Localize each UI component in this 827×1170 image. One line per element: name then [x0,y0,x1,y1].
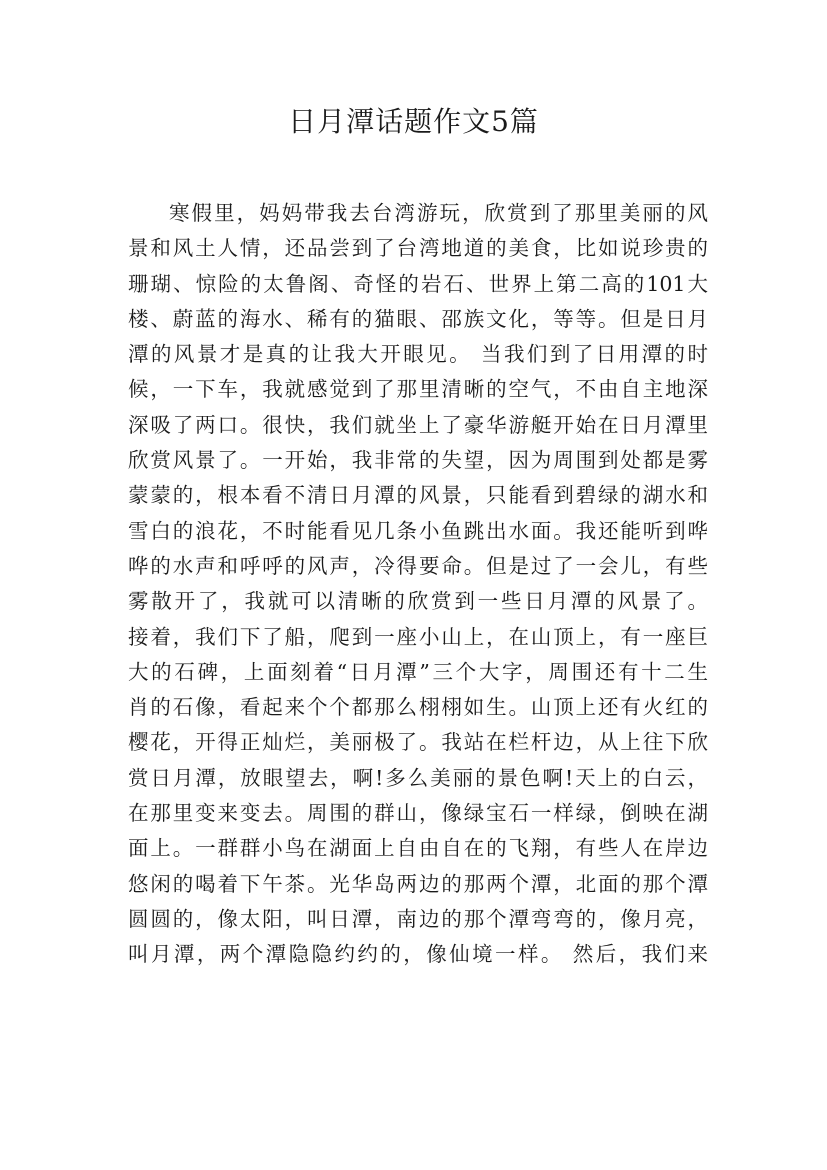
body-line: 赏日月潭，放眼望去，啊!多么美丽的景色啊!天上的白云， [128,765,708,790]
body-line: 雪白的浪花，不时能看见几条小鱼跳出水面。我还能听到哗 [128,518,708,543]
body-line: 候，一下车，我就感觉到了那里清晰的空气，不由自主地深 [128,377,708,402]
document-title: 日月潭话题作文5篇 [288,105,539,138]
body-line: 寒假里，妈妈带我去台湾游玩，欣赏到了那里美丽的风 [169,201,708,225]
document-body [128,196,708,973]
body-line: 面上。一群群小鸟在湖面上自由自在的飞翔，有些人在岸边 [128,836,708,861]
body-line: 樱花，开得正灿烂，美丽极了。我站在栏杆边，从上往下欣 [128,730,708,755]
body-line: 在那里变来变去。周围的群山，像绿宝石一样绿，倒映在湖 [128,801,708,826]
body-line: 景和风土人情，还品尝到了台湾地道的美食，比如说珍贵的 [128,236,708,261]
body-line: 珊瑚、惊险的太鲁阁、奇怪的岩石、世界上第二高的101大 [128,271,708,296]
body-line: 圆圆的，像太阳，叫日潭，南边的那个潭弯弯的，像月亮， [128,906,708,931]
body-line: 蒙蒙的，根本看不清日月潭的风景，只能看到碧绿的湖水和 [128,483,708,508]
body-line: 叫月潭，两个潭隐隐约约的，像仙境一样。 然后，我们来 [128,942,708,967]
body-line: 接着，我们下了船，爬到一座小山上，在山顶上，有一座巨 [128,624,708,649]
body-line: 肖的石像，看起来个个都那么栩栩如生。山顶上还有火红的 [128,695,708,720]
body-line: 楼、蔚蓝的海水、稀有的猫眼、邵族文化，等等。但是日月 [128,306,708,331]
body-line: 哗的水声和呼呼的风声，冷得要命。但是过了一会儿，有些 [128,553,708,578]
body-line: 深吸了两口。很快，我们就坐上了豪华游艇开始在日月潭里 [128,412,708,437]
body-line: 悠闲的喝着下午茶。光华岛两边的那两个潭，北面的那个潭 [128,871,708,896]
body-line: 大的石碑，上面刻着“日月潭”三个大字，周围还有十二生 [128,659,708,684]
body-line: 潭的风景才是真的让我大开眼见。 当我们到了日用潭的时 [128,342,708,367]
body-line: 欣赏风景了。一开始，我非常的失望，因为周围到处都是雾 [128,448,708,473]
body-line: 雾散开了，我就可以清晰的欣赏到一些日月潭的风景了。 [128,589,708,614]
